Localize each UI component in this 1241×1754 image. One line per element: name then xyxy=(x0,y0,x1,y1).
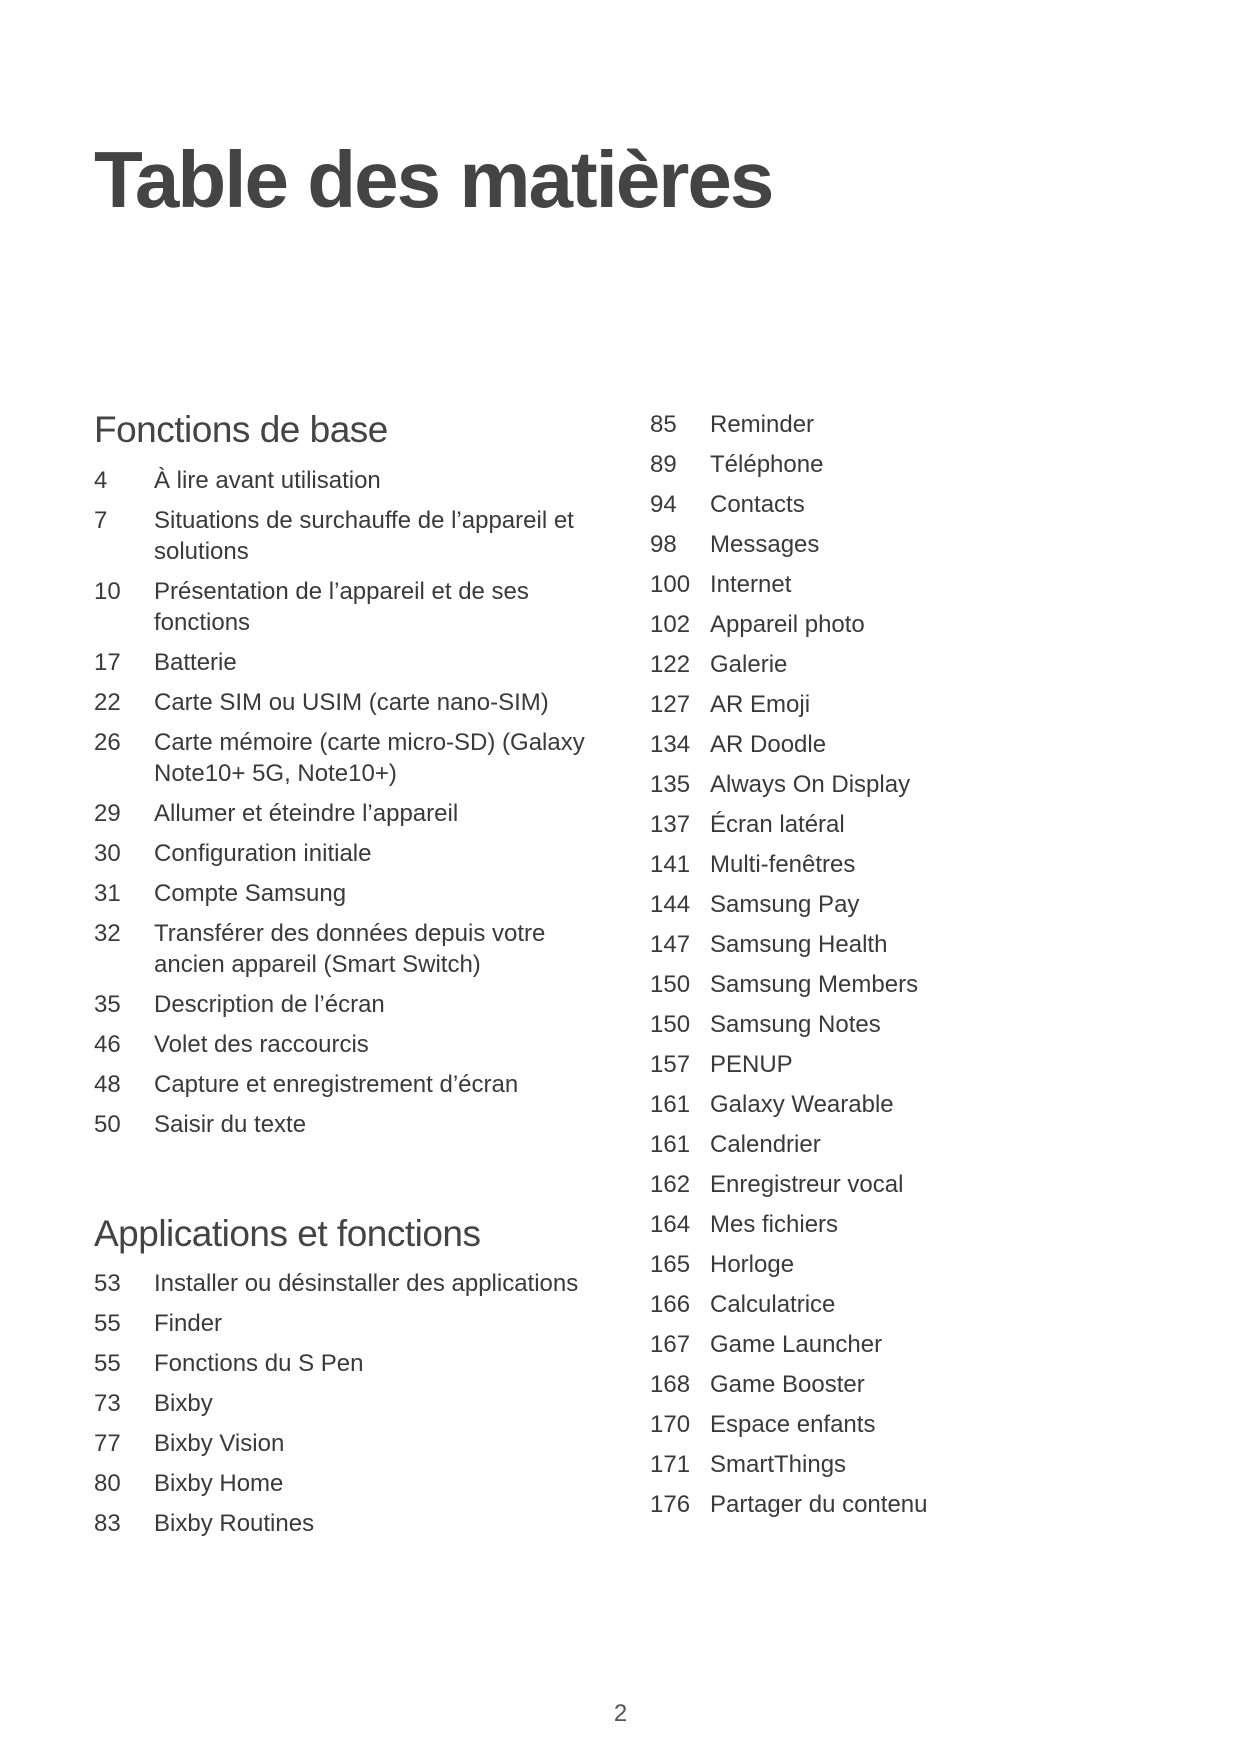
toc-entry-label: Batterie xyxy=(154,648,237,676)
toc-entry-label: AR Emoji xyxy=(710,691,811,718)
toc-entry-label: Allumer et éteindre l’appareil xyxy=(154,799,459,827)
toc-page-number: 164 xyxy=(650,1211,691,1238)
toc-page-number: 137 xyxy=(650,811,691,838)
toc-page-number: 100 xyxy=(650,571,691,598)
toc-entry[interactable] xyxy=(94,1508,594,1539)
toc-entry[interactable] xyxy=(94,727,594,789)
toc-entry[interactable] xyxy=(650,609,1150,640)
toc-entry[interactable] xyxy=(650,649,1150,680)
toc-entry[interactable] xyxy=(650,569,1150,600)
toc-entry[interactable] xyxy=(94,1468,594,1499)
toc-page-number: 134 xyxy=(650,731,691,758)
toc-page-number: 29 xyxy=(94,799,121,827)
toc-page-number: 157 xyxy=(650,1051,691,1078)
toc-page-number: 150 xyxy=(650,971,691,998)
toc-page-number: 26 xyxy=(94,728,121,756)
toc-page-number: 166 xyxy=(650,1291,691,1318)
toc-entry-label: Calendrier xyxy=(710,1131,821,1158)
toc-entry[interactable] xyxy=(650,689,1150,720)
toc-page-number: 73 xyxy=(94,1390,121,1418)
toc-page-number: 55 xyxy=(94,1310,121,1338)
toc-entry-label: Compte Samsung xyxy=(154,879,347,907)
toc-entry[interactable] xyxy=(94,838,594,869)
toc-page-number: 161 xyxy=(650,1091,691,1118)
toc-list-applications-et-fonctions xyxy=(94,1268,594,1539)
toc-entry-label: Samsung Members xyxy=(710,971,919,998)
toc-entry-label: Game Booster xyxy=(710,1371,865,1398)
toc-page-number: 167 xyxy=(650,1331,691,1358)
toc-page-number: 89 xyxy=(650,451,677,478)
toc-entry-label: Mes fichiers xyxy=(710,1211,839,1238)
toc-page-number: 7 xyxy=(94,506,108,534)
toc-entry-label: Multi-fenêtres xyxy=(710,851,856,878)
toc-page-number: 147 xyxy=(650,931,691,958)
toc-list-fonctions-de-base xyxy=(94,465,594,1140)
toc-entry-label: Galerie xyxy=(710,651,788,678)
toc-page-number: 122 xyxy=(650,651,691,678)
toc-page-number: 135 xyxy=(650,771,691,798)
toc-entry[interactable] xyxy=(94,465,594,496)
toc-page-number: 55 xyxy=(94,1350,121,1378)
toc-entry[interactable] xyxy=(650,1009,1150,1040)
toc-entry[interactable] xyxy=(650,1089,1150,1120)
toc-page-number: 10 xyxy=(94,577,121,605)
toc-entry[interactable] xyxy=(650,969,1150,1000)
toc-entry[interactable] xyxy=(650,1489,1150,1520)
toc-entry[interactable] xyxy=(94,1308,594,1339)
toc-entry[interactable] xyxy=(94,1388,594,1419)
toc-entry-label: Bixby xyxy=(154,1390,213,1418)
toc-page-number: 77 xyxy=(94,1430,121,1458)
toc-entry[interactable] xyxy=(94,878,594,909)
toc-entry-label: Transférer des données depuis votre ancien appareil (Smart Switch) xyxy=(154,919,546,978)
toc-entry-label: Fonctions du S Pen xyxy=(154,1350,364,1378)
toc-page-number: 50 xyxy=(94,1110,121,1138)
toc-entry-label: AR Doodle xyxy=(710,731,827,758)
toc-entry-label: Carte mémoire (carte micro-SD) (Galaxy Note10+ 5G, Note10+) xyxy=(154,728,585,787)
toc-entry[interactable] xyxy=(650,1329,1150,1360)
toc-entry-label: Contacts xyxy=(710,491,805,518)
toc-entry[interactable] xyxy=(650,1169,1150,1200)
page-number: 2 xyxy=(613,1700,628,1727)
toc-entry-label: Carte SIM ou USIM (carte nano-SIM) xyxy=(154,688,549,716)
toc-page-number: 32 xyxy=(94,919,121,947)
toc-entry[interactable] xyxy=(94,1348,594,1379)
toc-entry-label: Always On Display xyxy=(710,771,911,798)
toc-entry[interactable] xyxy=(650,1409,1150,1440)
toc-entry[interactable] xyxy=(650,1289,1150,1320)
toc-page-number: 162 xyxy=(650,1171,691,1198)
toc-entry-label: Configuration initiale xyxy=(154,839,372,867)
toc-page-number: 4 xyxy=(94,466,108,494)
toc-entry[interactable] xyxy=(650,489,1150,520)
toc-page-number: 80 xyxy=(94,1470,121,1498)
toc-entry-label: Calculatrice xyxy=(710,1291,836,1318)
toc-entry[interactable] xyxy=(94,1069,594,1100)
toc-entry-label: Bixby Home xyxy=(154,1470,284,1498)
toc-entry-label: Présentation de l’appareil et de ses fonctions xyxy=(154,577,529,636)
toc-entry[interactable] xyxy=(650,529,1150,560)
toc-entry-label: Appareil photo xyxy=(710,611,865,638)
toc-entry-label: Reminder xyxy=(710,411,815,438)
toc-entry-label: Installer ou désinstaller des applications xyxy=(154,1270,579,1298)
toc-page-number: 176 xyxy=(650,1491,691,1518)
toc-entry-label: Bixby Routines xyxy=(154,1510,315,1538)
toc-entry-label: Écran latéral xyxy=(710,811,845,838)
toc-page-number: 53 xyxy=(94,1270,121,1298)
toc-entry-label: PENUP xyxy=(710,1051,793,1078)
toc-entry-label: Internet xyxy=(710,571,792,598)
toc-entry-label: Situations de surchauffe de l’appareil et solutions xyxy=(154,506,574,565)
toc-list-applications-continued xyxy=(650,409,1150,1520)
toc-entry[interactable] xyxy=(650,1369,1150,1400)
toc-entry[interactable] xyxy=(94,918,594,980)
toc-entry[interactable] xyxy=(94,687,594,718)
toc-entry-label: Enregistreur vocal xyxy=(710,1171,904,1198)
toc-entry[interactable] xyxy=(650,729,1150,760)
toc-page-number: 94 xyxy=(650,491,677,518)
toc-entry-label: Espace enfants xyxy=(710,1411,876,1438)
toc-page-number: 98 xyxy=(650,531,677,558)
toc-page-number: 48 xyxy=(94,1070,121,1098)
toc-entry-label: Saisir du texte xyxy=(154,1110,307,1138)
toc-entry[interactable] xyxy=(94,505,594,567)
toc-page-number: 170 xyxy=(650,1411,691,1438)
toc-entry-label: Horloge xyxy=(710,1251,795,1278)
toc-entry[interactable] xyxy=(94,798,594,829)
toc-entry[interactable] xyxy=(650,409,1150,440)
toc-entry-label: Partager du contenu xyxy=(710,1491,928,1518)
toc-page-number: 35 xyxy=(94,990,121,1018)
toc-entry[interactable] xyxy=(94,989,594,1020)
toc-page-number: 144 xyxy=(650,891,691,918)
toc-entry[interactable] xyxy=(650,889,1150,920)
toc-entry-label: Samsung Notes xyxy=(710,1011,881,1038)
toc-entry-label: SmartThings xyxy=(710,1451,847,1478)
toc-page-number: 168 xyxy=(650,1371,691,1398)
toc-entry-label: Galaxy Wearable xyxy=(710,1091,894,1118)
toc-page-number: 127 xyxy=(650,691,691,718)
toc-entry-label: Messages xyxy=(710,531,820,558)
toc-entry-label: Description de l’écran xyxy=(154,990,385,1018)
toc-entry[interactable] xyxy=(94,1029,594,1060)
toc-page-number: 171 xyxy=(650,1451,691,1478)
toc-page-number: 31 xyxy=(94,879,121,907)
toc-page-number: 141 xyxy=(650,851,691,878)
toc-entry[interactable] xyxy=(650,849,1150,880)
toc-entry[interactable] xyxy=(94,576,594,638)
toc-page-number: 161 xyxy=(650,1131,691,1158)
toc-entry-label: Bixby Vision xyxy=(154,1430,285,1458)
toc-page-number: 83 xyxy=(94,1510,121,1538)
toc-entry-label: Téléphone xyxy=(710,451,824,478)
toc-entry[interactable] xyxy=(650,1449,1150,1480)
toc-entry[interactable] xyxy=(650,809,1150,840)
toc-entry[interactable] xyxy=(650,769,1150,800)
section-heading-fonctions-de-base: Fonctions de base xyxy=(94,409,388,450)
toc-entry-label: Finder xyxy=(154,1310,223,1338)
toc-entry-label: Game Launcher xyxy=(710,1331,883,1358)
toc-entry[interactable] xyxy=(650,1209,1150,1240)
toc-page-number: 46 xyxy=(94,1030,121,1058)
section-heading-applications-et-fonctions: Applications et fonctions xyxy=(94,1212,481,1254)
toc-entry[interactable] xyxy=(650,449,1150,480)
toc-page-number: 85 xyxy=(650,411,677,438)
toc-page-number: 102 xyxy=(650,611,691,638)
toc-entry[interactable] xyxy=(650,1049,1150,1080)
page-title: Table des matières xyxy=(94,135,773,224)
toc-page-number: 30 xyxy=(94,839,121,867)
toc-left-column xyxy=(94,410,594,1548)
toc-entry-label: Capture et enregistrement d’écran xyxy=(154,1070,519,1098)
toc-page-number: 17 xyxy=(94,648,121,676)
toc-entry-label: Volet des raccourcis xyxy=(154,1030,369,1058)
toc-page-number: 165 xyxy=(650,1251,691,1278)
toc-entry-label: Samsung Health xyxy=(710,931,888,958)
toc-page-number: 22 xyxy=(94,688,121,716)
toc-entry-label: À lire avant utilisation xyxy=(154,466,381,494)
toc-page-number: 150 xyxy=(650,1011,691,1038)
toc-entry[interactable] xyxy=(94,647,594,678)
toc-entry[interactable] xyxy=(94,1428,594,1459)
toc-entry[interactable] xyxy=(650,929,1150,960)
toc-entry[interactable] xyxy=(94,1109,594,1140)
toc-entry-label: Samsung Pay xyxy=(710,891,860,918)
toc-entry[interactable] xyxy=(650,1249,1150,1280)
toc-entry[interactable] xyxy=(650,1129,1150,1160)
toc-entry[interactable] xyxy=(94,1268,594,1299)
toc-right-column xyxy=(650,409,1150,1529)
